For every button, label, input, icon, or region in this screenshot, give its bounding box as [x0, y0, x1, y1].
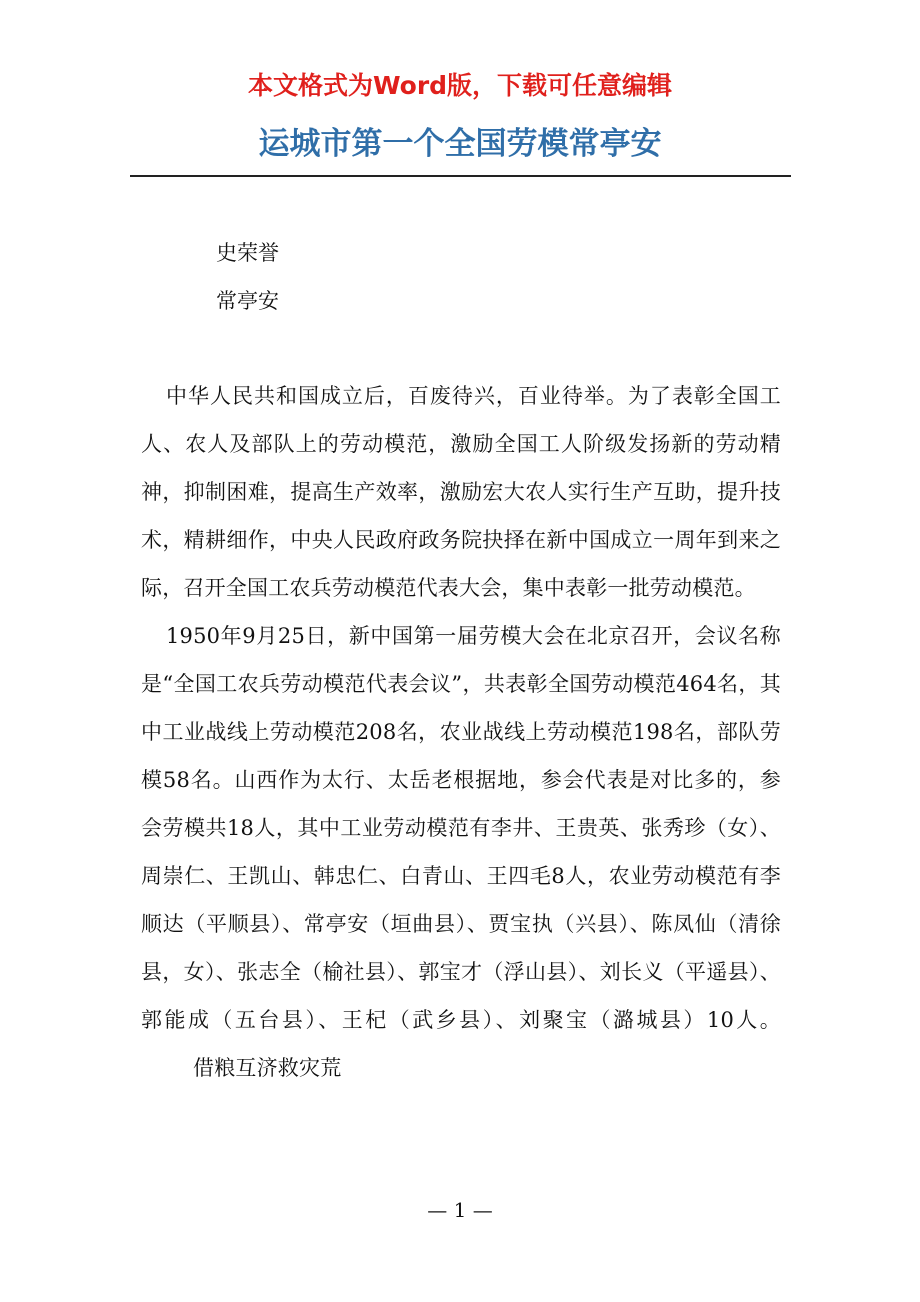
page-number: — 1 —	[427, 1198, 493, 1222]
body-paragraph-text: 1950年9月25日，新中国第一届劳模大会在北京召开，会议名称是“全国工农兵劳动模范代表会议”，共表彰全国劳动模范464名，其中工业战线上劳动模范208名，农业战线上劳动模范198名，部队劳模58名。山西作为太行、太岳老根据地，参会代表是对比多的，参会劳模共18人，其中工业劳动模范有李井、王贵英、张秀珍（女）、周崇仁、王凯山、韩忠仁、白青山、王四毛8人，农业劳动模范有李顺达（平顺县）、常亭安（垣曲县）、贾宝执（兴县）、陈凤仙（清徐县，女）、张志全（榆社县）、郭宝才（浮山县）、刘长义（平遥县）、郭能成（五台县）、王杞（武乡县）、刘聚宝（潞城县）10人。	[141, 624, 781, 1032]
download-notice: 本文格式为Word版，下载可任意编辑	[247, 71, 673, 100]
title-divider	[130, 175, 791, 177]
byline-source: 史荣誉	[216, 241, 279, 265]
section-heading: 借粮互济救灾荒	[193, 1056, 342, 1080]
byline-subject: 常亭安	[216, 289, 279, 313]
body-paragraph: 中华人民共和国成立后，百废待兴，百业待举。为了表彰全国工人、农人及部队上的劳动模范，激励全国工人阶级发扬新的劳动精神，抑制困难，提高生产效率，激励宏大农人实行生产互助，提升技术，精耕细作，中央人民政府政务院抉择在新中国成立一周年到来之际，召开全国工农兵劳动模范代表大会，集中表彰一批劳动模范。	[141, 384, 781, 600]
article-body	[141, 372, 781, 1092]
article-title: 运城市第一个全国劳模常亭安	[258, 126, 662, 162]
body-paragraph	[141, 612, 781, 1092]
